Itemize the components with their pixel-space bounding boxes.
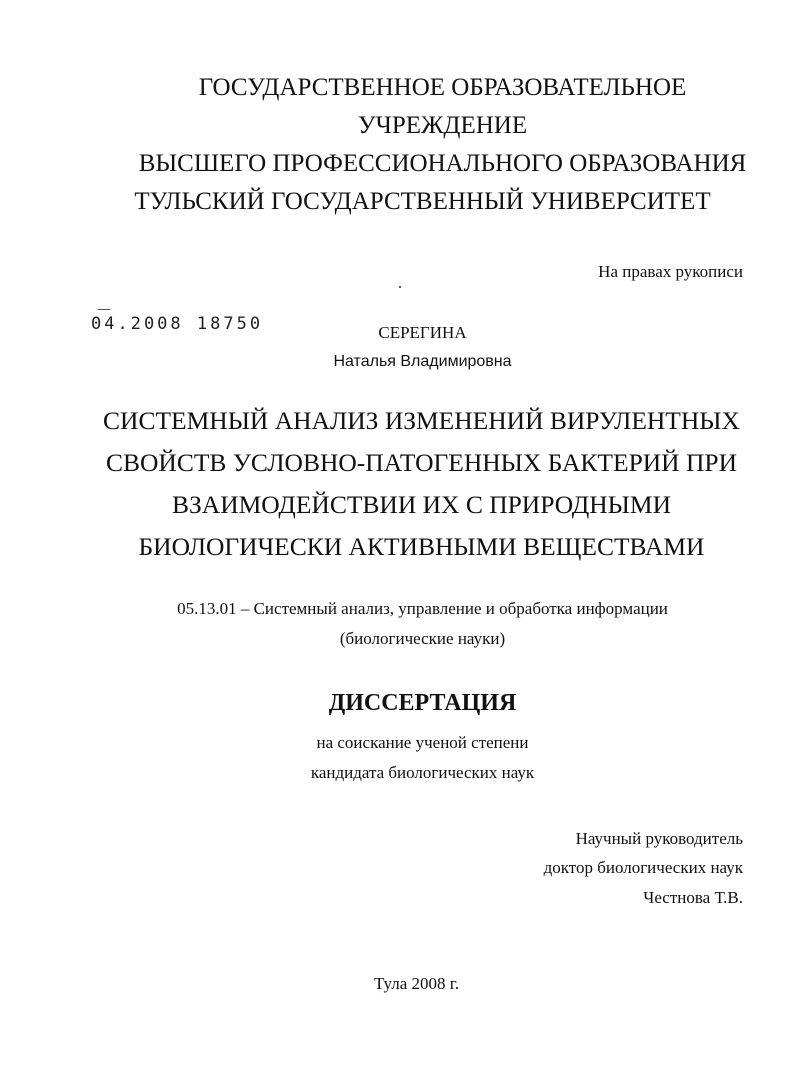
- document-type: ДИССЕРТАЦИЯ: [328, 690, 517, 716]
- supervisor-block: [544, 825, 743, 913]
- title-line: ВЗАИМОДЕЙСТВИИ ИХ С ПРИРОДНЫМИ: [172, 490, 671, 519]
- author-given-names: Наталья Владимировна: [333, 353, 512, 370]
- institution-line: ВЫСШЕГО ПРОФЕССИОНАЛЬНОГО ОБРАЗОВАНИЯ: [138, 150, 747, 177]
- institution-line: УЧРЕЖДЕНИЕ: [357, 112, 528, 139]
- author-surname: СЕРЕГИНА: [378, 323, 467, 342]
- institution-line: ГОСУДАРСТВЕННОЕ ОБРАЗОВАТЕЛЬНОЕ: [198, 74, 687, 101]
- specialty-block: [0, 596, 795, 652]
- supervisor-name: Честнова Т.В.: [643, 888, 743, 907]
- institution-header: [0, 69, 795, 221]
- place-year: Тула 2008 г.: [373, 974, 460, 993]
- author-block: [0, 322, 795, 376]
- title-line: СИСТЕМНЫЙ АНАЛИЗ ИЗМЕНЕНИЙ ВИРУЛЕНТНЫХ: [103, 406, 740, 435]
- scan-speck: [98, 309, 110, 310]
- inventory-number-stamp: 04.2008 18750: [91, 314, 264, 334]
- degree-line: на соискание ученой степени: [316, 733, 529, 752]
- title-line: СВОЙСТВ УСЛОВНО-ПАТОГЕННЫХ БАКТЕРИЙ ПРИ: [106, 448, 737, 477]
- scan-speck: [399, 286, 401, 288]
- degree-line: кандидата биологических наук: [310, 763, 535, 782]
- specialty-field-line: (биологические науки): [339, 629, 506, 648]
- dissertation-title: [0, 400, 795, 568]
- specialty-code-line: 05.13.01 – Системный анализ, управление и обработка информации: [177, 599, 668, 618]
- supervisor-role: Научный руководитель: [575, 829, 743, 848]
- institution-line: ТУЛЬСКИЙ ГОСУДАРСТВЕННЫЙ УНИВЕРСИТЕТ: [134, 188, 711, 215]
- degree-block: [0, 730, 795, 786]
- manuscript-rights-note: На правах рукописи: [598, 262, 743, 281]
- supervisor-degree: доктор биологических наук: [543, 858, 743, 877]
- title-line: БИОЛОГИЧЕСКИ АКТИВНЫМИ ВЕЩЕСТВАМИ: [138, 532, 705, 561]
